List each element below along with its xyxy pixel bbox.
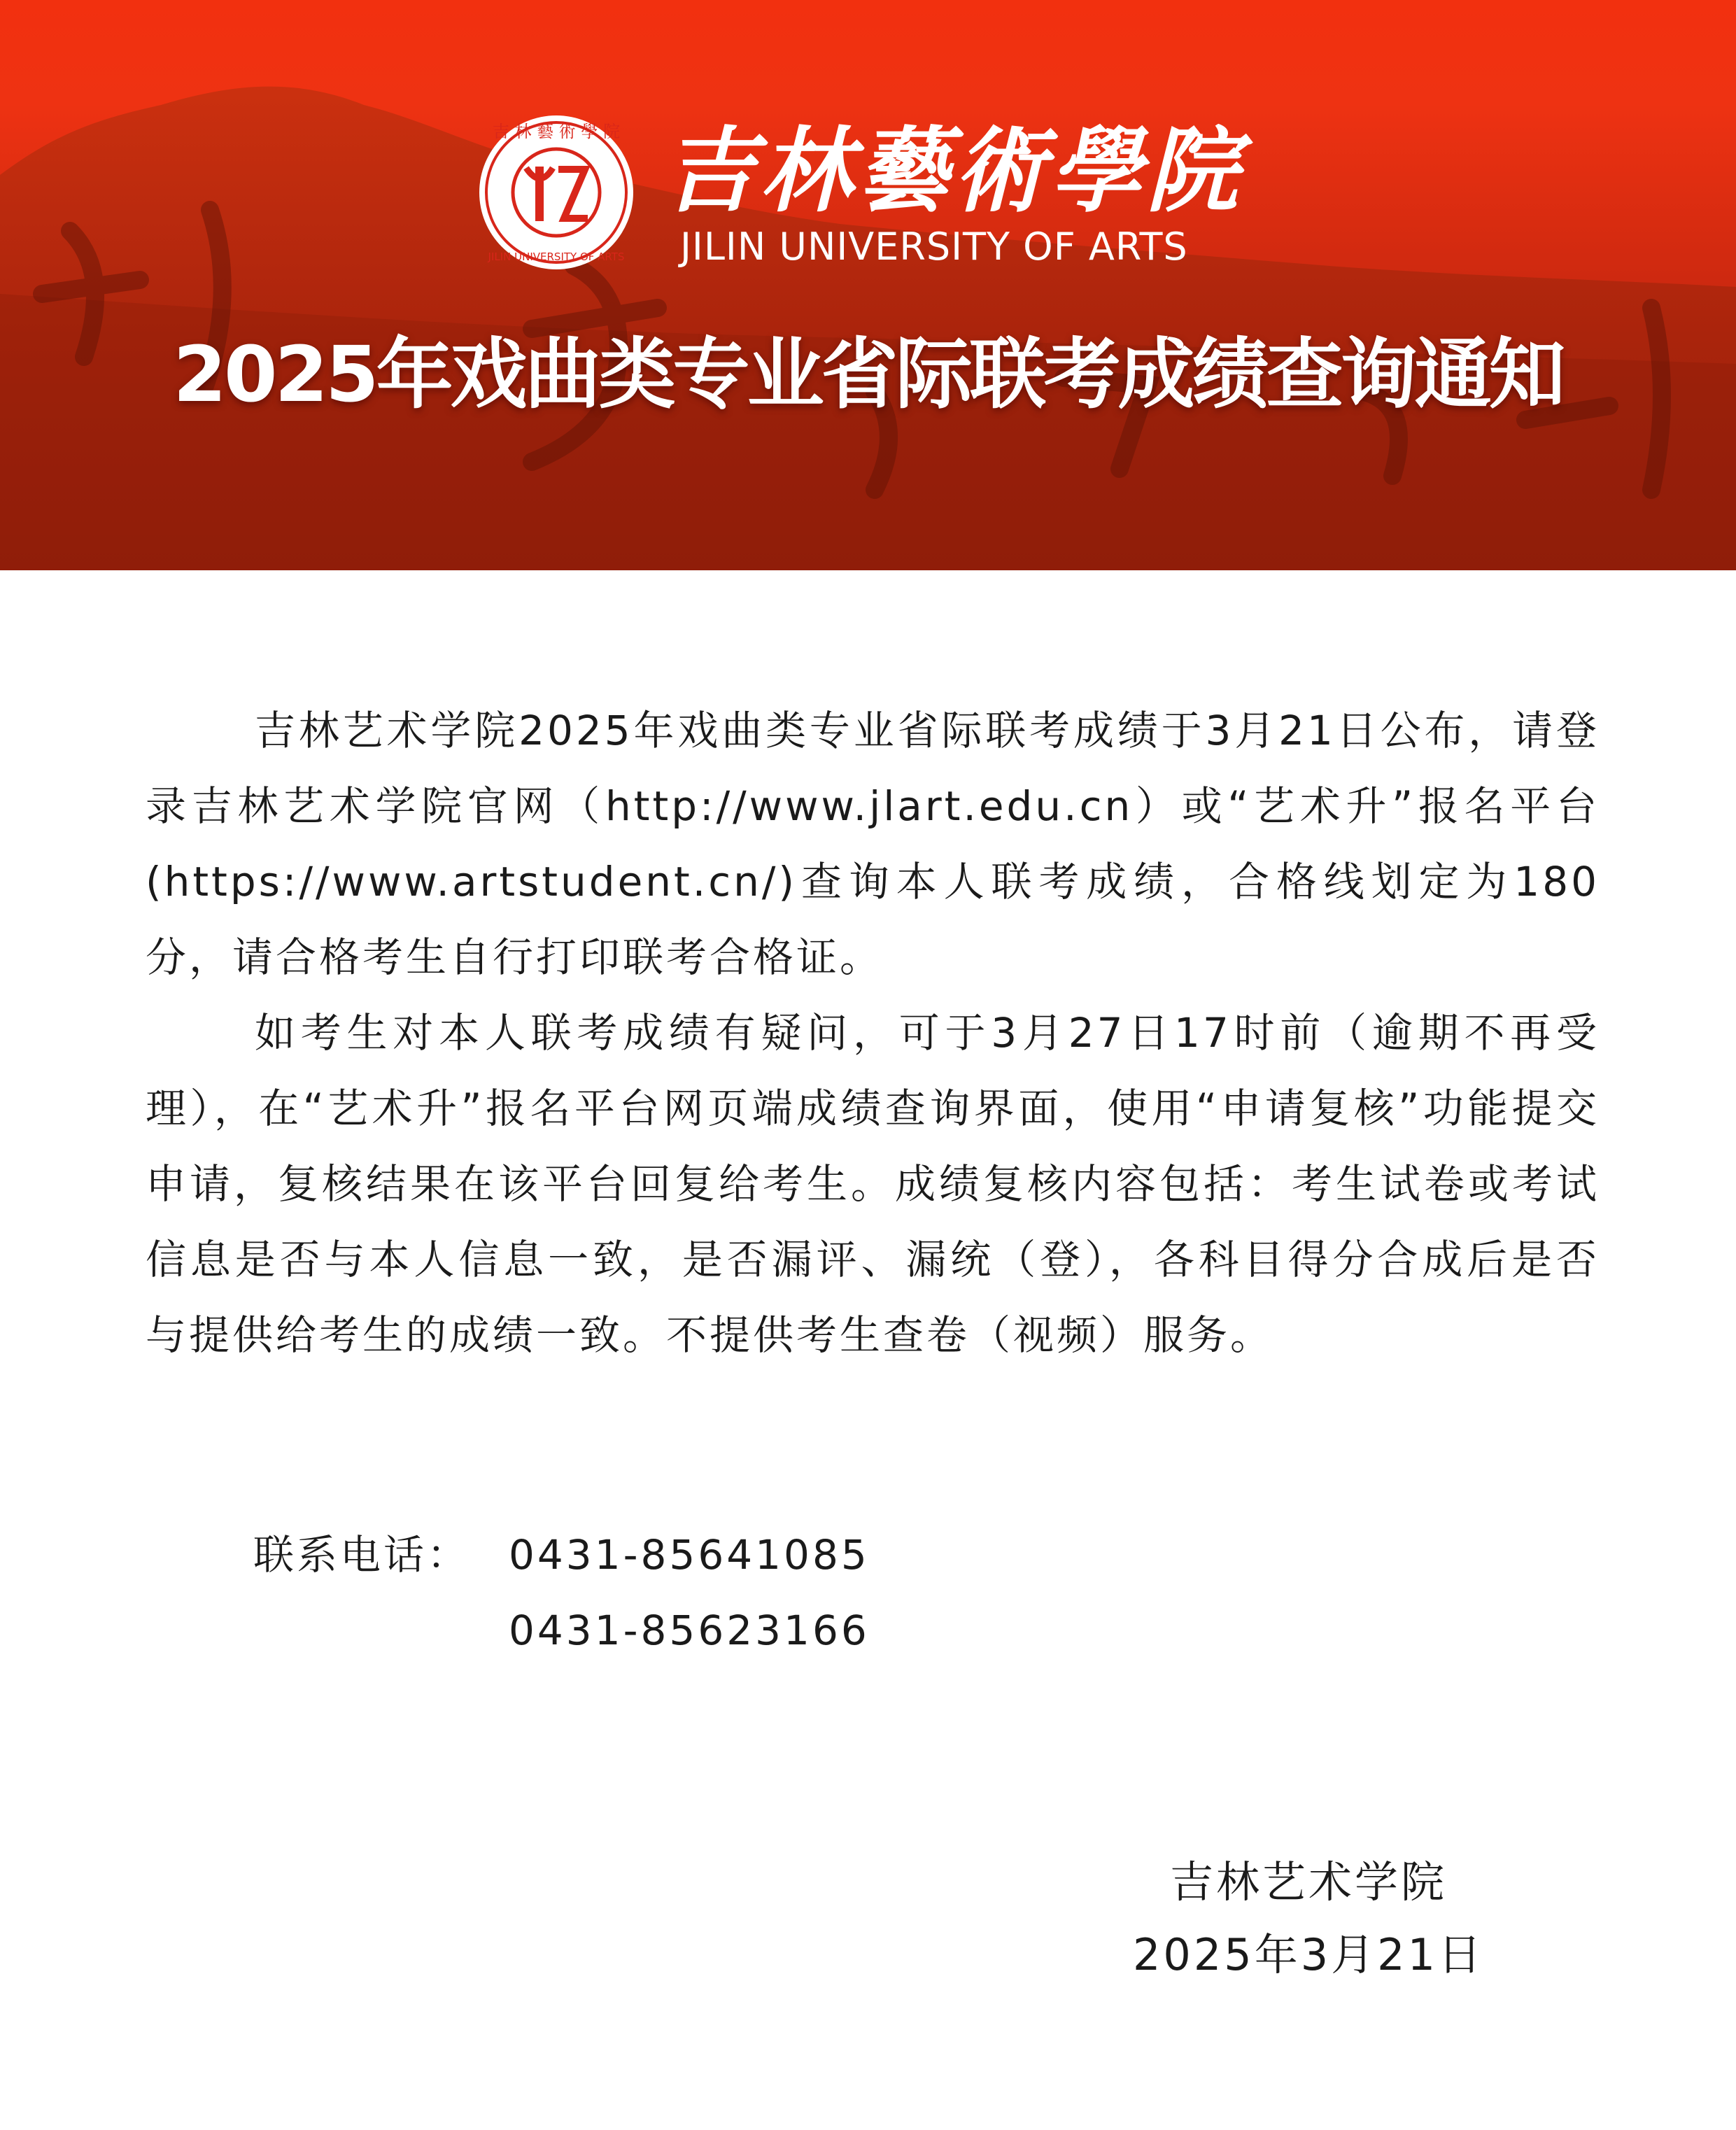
contact-label: 联系电话： [253, 1531, 471, 1579]
school-name-cn: 吉林藝術學院 [663, 117, 1243, 225]
svg-text:吉 林 藝 術 學 院: 吉 林 藝 術 學 院 [492, 122, 621, 141]
contact-row-1 [253, 1517, 870, 1593]
paragraph-review-request: 如考生对本人联考成绩有疑问，可于3月27日17时前（逾期不再受理），在“艺术升”报名平台网页端成绩查询界面，使用“申请复核”功能提交申请，复核结果在该平台回复给考生。成绩复核内容包括：考生试卷或考试信息是否与本人信息一致，是否漏评、漏统（登），各科目得分合成后是否与提供给考生的成绩一致。不提供考生查卷（视频）服务。 [146, 1009, 1600, 1359]
school-seal-logo [476, 112, 637, 273]
signature-org: 吉林艺术学院 [1169, 1856, 1447, 1907]
contact-info [253, 1517, 870, 1668]
header-banner [0, 0, 1736, 570]
notice-body [146, 693, 1600, 1373]
paragraph-score-release: 吉林艺术学院2025年戏曲类专业省际联考成绩于3月21日公布，请登录吉林艺术学院官网（http://www.jlart.edu.cn）或“艺术升”报名平台(https://www.artstudent.cn/)查询本人联考成绩，合格线划定为180分，请合格考生自行打印联考合格证。 [146, 707, 1600, 981]
school-name-en: JILIN UNIVERSITY OF ARTS [680, 225, 1188, 269]
phone-number: 0431-85641085 [509, 1531, 870, 1579]
contact-row-2 [253, 1593, 870, 1668]
signature-date: 2025年3月21日 [1132, 1929, 1485, 1980]
svg-text:JILIN UNIVERSITY OF ARTS: JILIN UNIVERSITY OF ARTS [488, 251, 625, 263]
signature-block [1127, 1846, 1490, 1991]
page-title: 2025年戏曲类专业省际联考成绩查询通知 [173, 330, 1563, 419]
phone-number: 0431-85623166 [509, 1607, 870, 1654]
carved-rock-background [0, 0, 1736, 570]
